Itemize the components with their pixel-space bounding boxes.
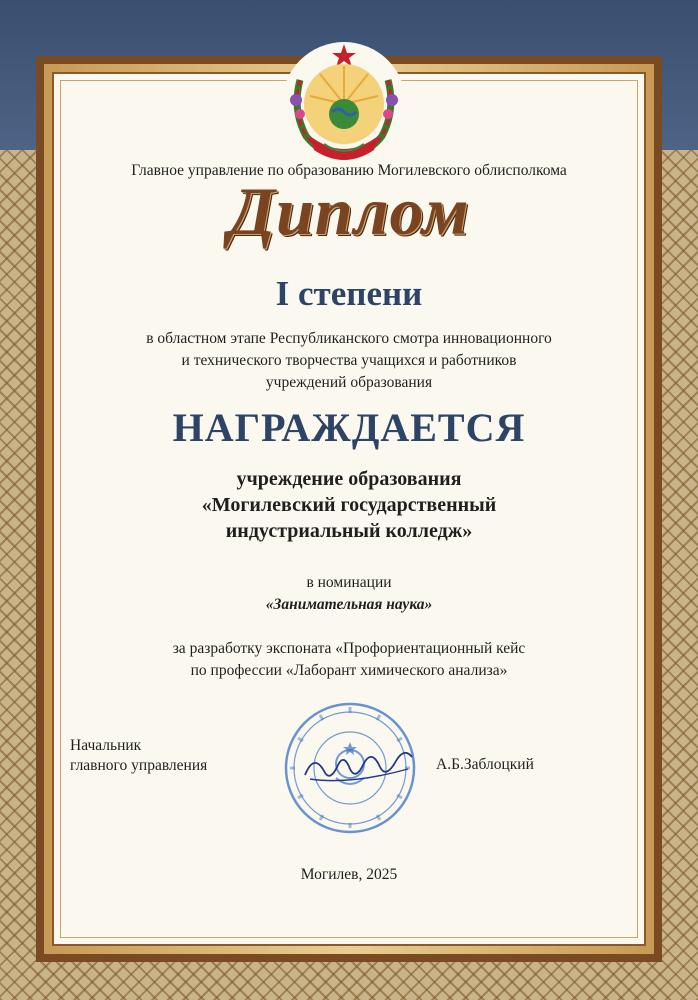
signatory-position-line: главного управления bbox=[70, 757, 208, 774]
nomination-value: «Занимательная наука» bbox=[265, 596, 433, 613]
reason-line: за разработку экспоната «Профориентационный кейс bbox=[172, 640, 526, 657]
recipient-line: индустриальный колледж» bbox=[225, 520, 473, 542]
document-title: Диплом bbox=[228, 173, 470, 249]
event-line: в областном этапе Республиканского смотра инновационного bbox=[146, 330, 552, 347]
award-degree: I степени bbox=[275, 274, 423, 313]
awarded-heading: НАГРАЖДАЕТСЯ bbox=[172, 405, 526, 450]
recipient-line: учреждение образования bbox=[236, 468, 462, 490]
event-line: учреждений образования bbox=[265, 374, 433, 391]
reason-line: по профессии «Лаборант химического анализа» bbox=[190, 662, 508, 679]
state-emblem-icon bbox=[280, 40, 408, 168]
nomination-label: в номинации bbox=[306, 574, 392, 591]
handwritten-signature bbox=[300, 735, 415, 795]
signatory-position bbox=[70, 736, 207, 776]
event-line: и технического творчества учащихся и работников bbox=[181, 352, 517, 369]
signatory-name: А.Б.Заблоцкий bbox=[436, 756, 534, 773]
organizer: Главное управление по образованию Могилевского облисполкома bbox=[131, 162, 567, 179]
signatory-position-line: Начальник bbox=[70, 737, 142, 754]
award-reason bbox=[0, 638, 698, 682]
place-and-year: Могилев, 2025 bbox=[300, 866, 398, 883]
recipient-line: «Могилевский государственный bbox=[201, 494, 497, 516]
event-description bbox=[0, 328, 698, 394]
recipient bbox=[0, 466, 698, 544]
